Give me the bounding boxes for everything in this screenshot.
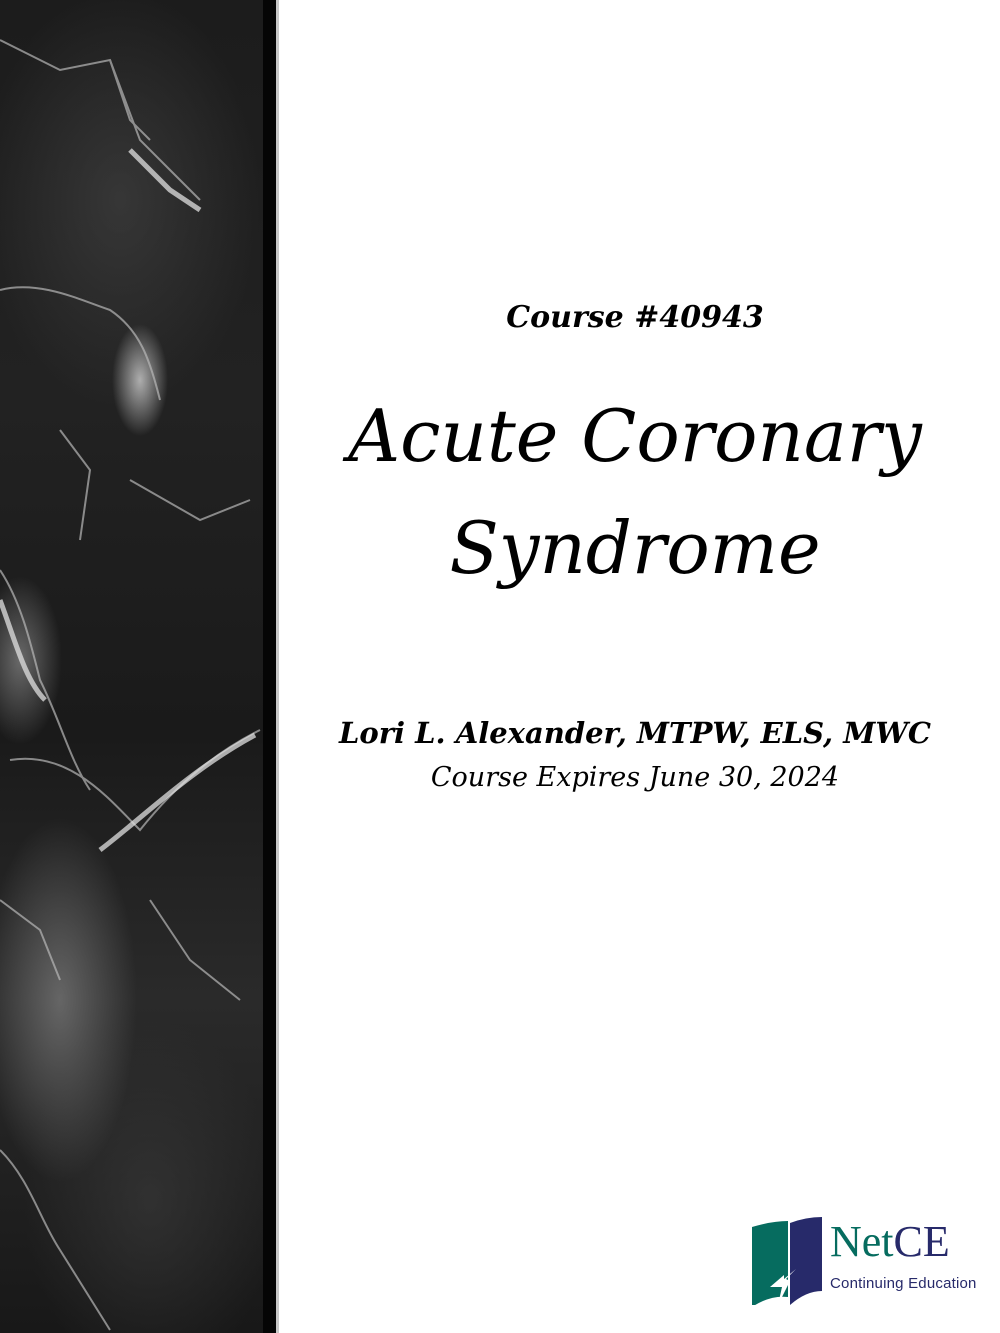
title-line-1: Acute Coronary: [348, 394, 922, 478]
marble-veins-graphic: [0, 0, 263, 1333]
logo-net-text: Net: [830, 1217, 894, 1266]
open-book-arrow-icon: [750, 1215, 825, 1305]
course-title: [300, 380, 970, 604]
author-name: Lori L. Alexander, MTPW, ELS, MWC: [338, 716, 931, 750]
course-expiration: Course Expires June 30, 2024: [430, 762, 840, 793]
logo-ce-text: CE: [893, 1217, 950, 1266]
course-number: Course #40943: [506, 300, 764, 335]
marble-texture-panel: [0, 0, 263, 1333]
gray-divider-line: [276, 0, 279, 1333]
netce-logo: [750, 1215, 990, 1305]
logo-tagline: Continuing Education: [830, 1275, 977, 1292]
black-divider-bar: [263, 0, 276, 1333]
title-line-2: Syndrome: [449, 506, 821, 590]
logo-wordmark: [830, 1217, 950, 1267]
